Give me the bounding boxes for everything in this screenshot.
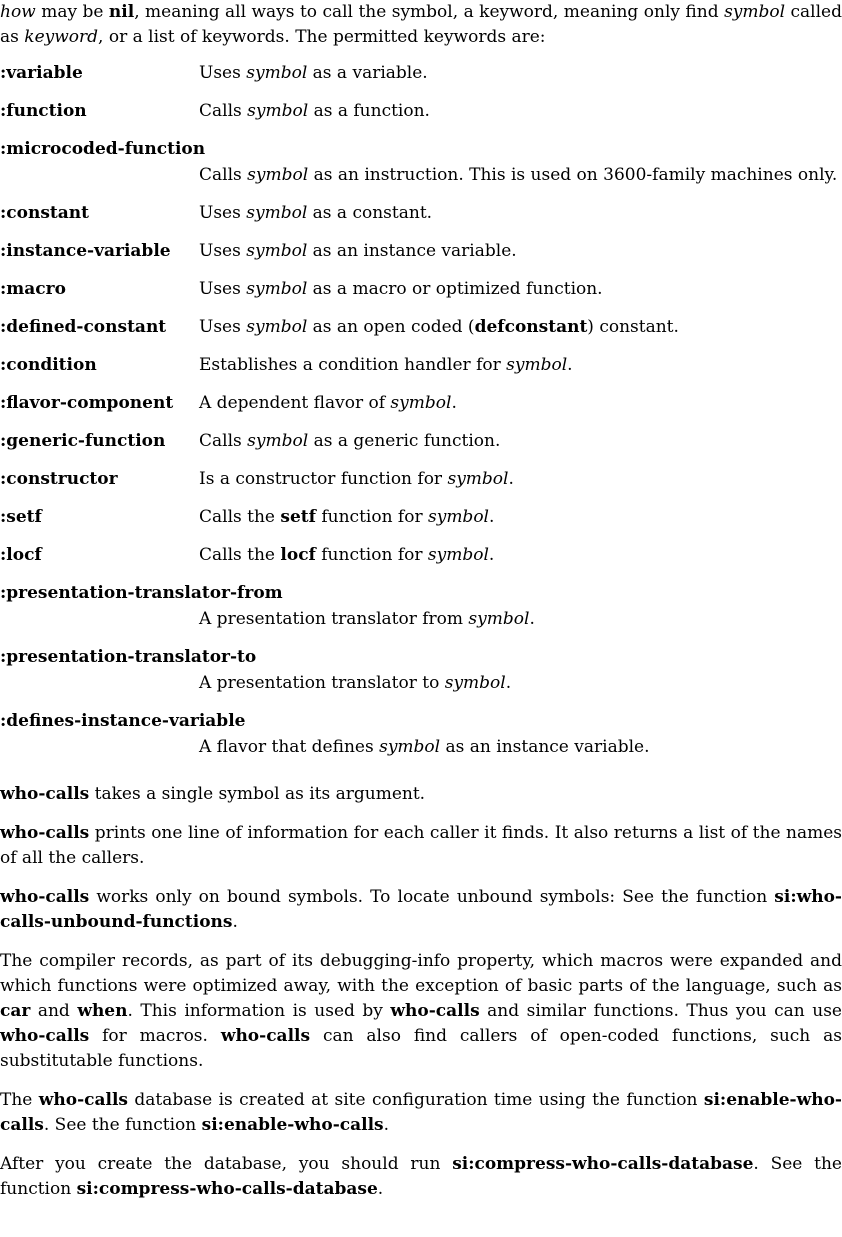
keyword-description: Calls symbol as a generic function.	[199, 431, 501, 451]
keyword-description: Uses symbol as a variable.	[199, 63, 428, 83]
paragraph-bound-symbols: who-calls works only on bound symbols. To locate unbound symbols: See the function si:who-calls-unbound-functions.	[0, 887, 842, 932]
keyword-term: :presentation-translator-to	[0, 647, 257, 667]
function-reference: si:enable-who-calls	[0, 1090, 842, 1135]
keyword-term: :presentation-translator-from	[0, 583, 283, 603]
keyword-description: A dependent flavor of symbol.	[199, 393, 457, 413]
function-reference: si:compress-who-calls-database	[76, 1179, 378, 1199]
keyword-term: :defined-constant	[0, 317, 167, 337]
keyword-term: :locf	[0, 545, 42, 565]
paragraph-database: The who-calls database is created at site configuration time using the function si:enable-who-calls. See the function si:enable-who-calls.	[0, 1090, 842, 1135]
keyword-table	[0, 61, 842, 760]
keyword-term: :microcoded-function	[0, 139, 206, 159]
keyword-term: :condition	[0, 355, 97, 375]
paragraph-argument: who-calls takes a single symbol as its argument.	[0, 784, 426, 804]
keyword-description: Uses symbol as an instance variable.	[199, 241, 517, 261]
keyword-term: :constant	[0, 203, 89, 223]
keyword-entry	[0, 277, 842, 302]
keyword-description: Establishes a condition handler for symbol.	[199, 355, 573, 375]
keyword-entry	[0, 505, 842, 530]
keyword-term: :defines-instance-variable	[0, 711, 246, 731]
nil-term: nil	[108, 2, 135, 22]
intro-paragraph: how may be nil, meaning all ways to call the symbol, a keyword, meaning only find symbol called as keyword, or a list of keywords. The permitted keywords are:	[0, 2, 842, 47]
keyword-term: :function	[0, 101, 87, 121]
paragraph-output: who-calls prints one line of information for each caller it finds. It also returns a list of the names of all the callers.	[0, 823, 842, 868]
paragraph-compiler: The compiler records, as part of its debugging-info property, which macros were expanded and which functions were optimized away, with the exception of basic parts of the language, such as car and when. This information is used by who-calls and similar functions. Thus you can use who-calls for macros. who-calls can also find callers of open-coded functions, such as substitutable functions.	[0, 951, 842, 1071]
keyword-term: :setf	[0, 507, 42, 527]
paragraph-compress: After you create the database, you should run si:compress-who-calls-database. See the function si:compress-who-calls-database.	[0, 1154, 842, 1199]
keyword-description: Uses symbol as a macro or optimized function.	[199, 279, 603, 299]
arg-how: how	[0, 2, 36, 22]
keyword-description: A flavor that defines symbol as an instance variable.	[199, 737, 650, 757]
keyword-description: A presentation translator to symbol.	[199, 673, 512, 693]
keyword-description: Uses symbol as a constant.	[199, 203, 433, 223]
keyword-description: A presentation translator from symbol.	[199, 609, 535, 629]
keyword-entry	[0, 61, 842, 86]
keyword-description: Is a constructor function for symbol.	[199, 469, 514, 489]
keyword-term: :constructor	[0, 469, 118, 489]
keyword-description: Calls the locf function for symbol.	[199, 545, 495, 565]
keyword-description: Uses symbol as an open coded (defconstant) constant.	[199, 317, 679, 337]
keyword-description: Calls symbol as a function.	[199, 101, 430, 121]
keyword-entry	[0, 239, 842, 264]
keyword-term: :flavor-component	[0, 393, 174, 413]
keyword-entry	[0, 391, 842, 416]
keyword-description: Calls symbol as an instruction. This is used on 3600-family machines only.	[199, 165, 838, 185]
keyword-entry	[0, 709, 842, 760]
keyword-entry	[0, 315, 842, 340]
function-reference: si:who-calls-unbound-functions	[0, 887, 842, 932]
keyword-entry	[0, 201, 842, 226]
function-reference: si:enable-who-calls	[201, 1115, 384, 1135]
keyword-entry	[0, 645, 842, 696]
keyword-term: :instance-variable	[0, 241, 171, 261]
keyword-term: :variable	[0, 63, 83, 83]
keyword-term: :macro	[0, 279, 66, 299]
keyword-entry	[0, 353, 842, 378]
keyword-description: Calls the setf function for symbol.	[199, 507, 495, 527]
keyword-entry	[0, 467, 842, 492]
keyword-entry	[0, 543, 842, 568]
keyword-entry	[0, 137, 842, 188]
keyword-entry	[0, 581, 842, 632]
keyword-entry	[0, 99, 842, 124]
function-reference: si:compress-who-calls-database	[452, 1154, 754, 1174]
keyword-term: :generic-function	[0, 431, 166, 451]
keyword-entry	[0, 429, 842, 454]
